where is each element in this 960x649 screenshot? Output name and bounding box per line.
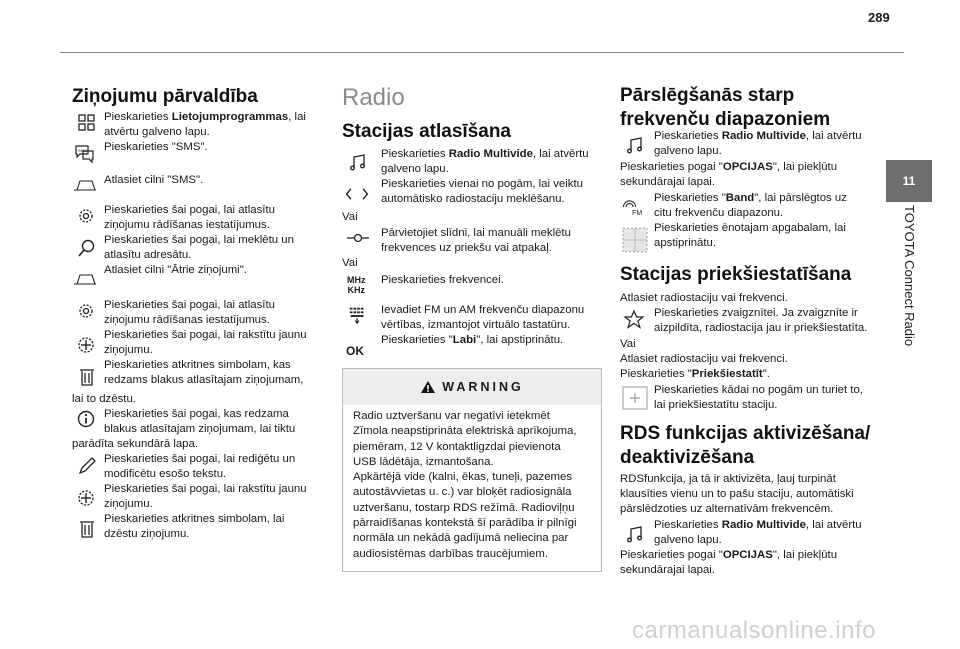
step-info-end: parādīta sekundārā lapa. [72, 438, 199, 450]
step-star: Pieskarieties zvaigznītei. Ja zvaigznīte ir aizpildīta, radiostacija jau ir priekšiestatīta. [654, 307, 868, 334]
step-preset-hold: Pieskarieties kādai no pogām un turiet to, lai priekšiestatītu staciju. [654, 384, 863, 411]
star-icon [621, 309, 647, 331]
step-rds-options: Pieskarieties pogai "OPCIJAS", lai piekļūtu sekundārajai lapai. [620, 549, 838, 576]
warning-text: Radio uztveršanu var negatīvi ietekmēt Zīmola neapstiprināta elektriskā aprīkojuma, piemēram, 12 V kontaktligzdai pievienota USB lādētāja, izmantošana. Apkārtējā vide (kalni, ēkas, tuneļi, pazemes autostāvvietas u. c.) var bloķēt radiosignāla uztveršanu, tostarp RDS režīmā. Radioviļņu pārraidīšanas kontekstā šī parādība ir pilnīgi normāla un nekādā gadījumā neliecina par audiosistēmas darbības traucējumiem. [353, 410, 577, 560]
keyboard-icon [345, 305, 371, 327]
warning-triangle-icon [420, 380, 436, 394]
step-edit: Pieskarieties šai pogai, lai rediģētu un modificētu esošo tekstu. Pieskarieties šai pogai, lai rakstītu jaunu ziņojumu. Pieskarieties atkritnes simbolam, lai dzēstu ziņojumu. [104, 453, 307, 540]
gear-icon [73, 300, 99, 322]
or-3: Vai Atlasiet radiostaciju vai frekvenci. Pieskarieties "Priekšiestatīt". [620, 338, 788, 380]
watermark: carmanualsonline.info [632, 617, 876, 644]
step-band-options: Pieskarieties pogai "OPCIJAS", lai piekļūtu sekundārajai lapai. [620, 161, 838, 188]
header-divider [60, 52, 904, 53]
warning-header [343, 369, 601, 405]
ok-icon: OK [346, 344, 364, 358]
pencil-icon [74, 455, 100, 477]
new-message-icon [73, 334, 99, 356]
fm-band-icon [620, 196, 646, 218]
warning-box [342, 368, 602, 572]
info-icon [73, 408, 99, 430]
music-note-icon [622, 524, 648, 546]
step-preset-select: Atlasiet radiostaciju vai frekvenci. [620, 292, 788, 304]
svg-text:FM: FM [632, 209, 643, 217]
preset-slot-icon [621, 385, 649, 411]
svg-text:SMS: SMS [78, 148, 87, 153]
warning-title: WARNING [442, 380, 524, 394]
tab-shape-icon [72, 172, 98, 194]
step-radio-open: Pieskarieties Radio Multivide, lai atvērtu galveno lapu. Pieskarieties vienai no pogām, lai veiktu automātisko radiostaciju meklēšanu. [381, 148, 589, 205]
or-2: Vai [342, 257, 358, 269]
trash-icon [74, 518, 100, 540]
page-number: 289 [868, 10, 890, 25]
step-settings-2: Pieskarieties šai pogai, lai atlasītu ziņojumu rādīšanas iestatījumus. Pieskarieties šai pogai, lai rakstītu jaunu ziņojumu. Pieskarieties atkritnes simbolam, kas redzams blakus atlasītajam ziņojumam, [104, 299, 307, 386]
section-title-presets: Stacijas priekšiestatīšana [620, 264, 852, 285]
trash-icon [74, 366, 100, 388]
step-trash-end: lai to dzēstu. [72, 393, 136, 405]
chapter-tab: 11 [886, 160, 932, 202]
music-note-icon [345, 152, 371, 174]
search-icon [74, 237, 100, 259]
step-info: Pieskarieties šai pogai, kas redzama blakus atlasītajam ziņojumam, lai tiktu [104, 408, 296, 435]
step-sms-tab: Atlasiet cilni "SMS". [104, 174, 204, 186]
slider-icon [345, 227, 371, 249]
section-title-messages: Ziņojumu pārvaldība [72, 86, 258, 107]
step-band: Pieskarieties "Band", lai pārslēgtos uz citu frekvenču diapazonu. Pieskarieties ēnotajam apgabalam, lai apstiprinātu. [654, 192, 847, 249]
section-title-rds: RDS funkcijas aktivizēšana/ deaktivizēšana [620, 423, 871, 468]
tab-shape-icon [72, 266, 98, 288]
apps-grid-icon [74, 112, 100, 134]
new-message-icon [73, 487, 99, 509]
step-keyboard: Ievadiet FM un AM frekvenču diapazonu vērtības, izmantojot virtuālo tastatūru. Pieskarieties "Labi", lai apstiprinātu. [381, 304, 585, 346]
chapter-side-title [880, 205, 938, 385]
step-settings-1: Pieskarieties šai pogai, lai atlasītu ziņojumu rādīšanas iestatījumus. Pieskarieties šai pogai, lai meklētu un atlasītu adresātu. Atlasiet cilni "Ātrie ziņojumi". [104, 204, 294, 276]
gear-icon [73, 205, 99, 227]
step-rds-open: Pieskarieties Radio Multivide, lai atvērtu galveno lapu. [654, 519, 862, 546]
frequency-unit-icon: MHz KHz [347, 275, 366, 295]
sms-icon [72, 142, 98, 164]
section-title-band-switch: Pārslēgšanās starp frekvenču diapazoniem [620, 85, 831, 130]
section-title-station-select: Stacijas atlasīšana [342, 121, 511, 142]
or-1: Vai [342, 211, 358, 223]
step-slider: Pārvietojiet slīdni, lai manuāli meklētu frekvences uz priekšu vai atpakaļ. [381, 227, 571, 254]
shaded-area-icon [621, 226, 649, 254]
music-note-icon [622, 135, 648, 157]
chapter-side-title-text: TOYOTA Connect Radio [902, 205, 917, 347]
rds-description: RDSfunkcija, ja tā ir aktivizēta, ļauj turpināt klausīties vienu un to pašu staciju, automātiski pārslēdzoties uz alternatīvām frekvencēm. [620, 473, 854, 515]
step-band-open: Pieskarieties Radio Multivide, lai atvērtu galveno lapu. [654, 130, 862, 157]
step-apps: Pieskarieties Lietojumprogrammas, lai atvērtu galveno lapu. Pieskarieties "SMS". [104, 111, 306, 153]
chapter-heading-radio: Radio [342, 84, 405, 111]
chevron-left-right-icon [344, 183, 370, 205]
step-frequency: Pieskarieties frekvencei. [381, 274, 504, 286]
